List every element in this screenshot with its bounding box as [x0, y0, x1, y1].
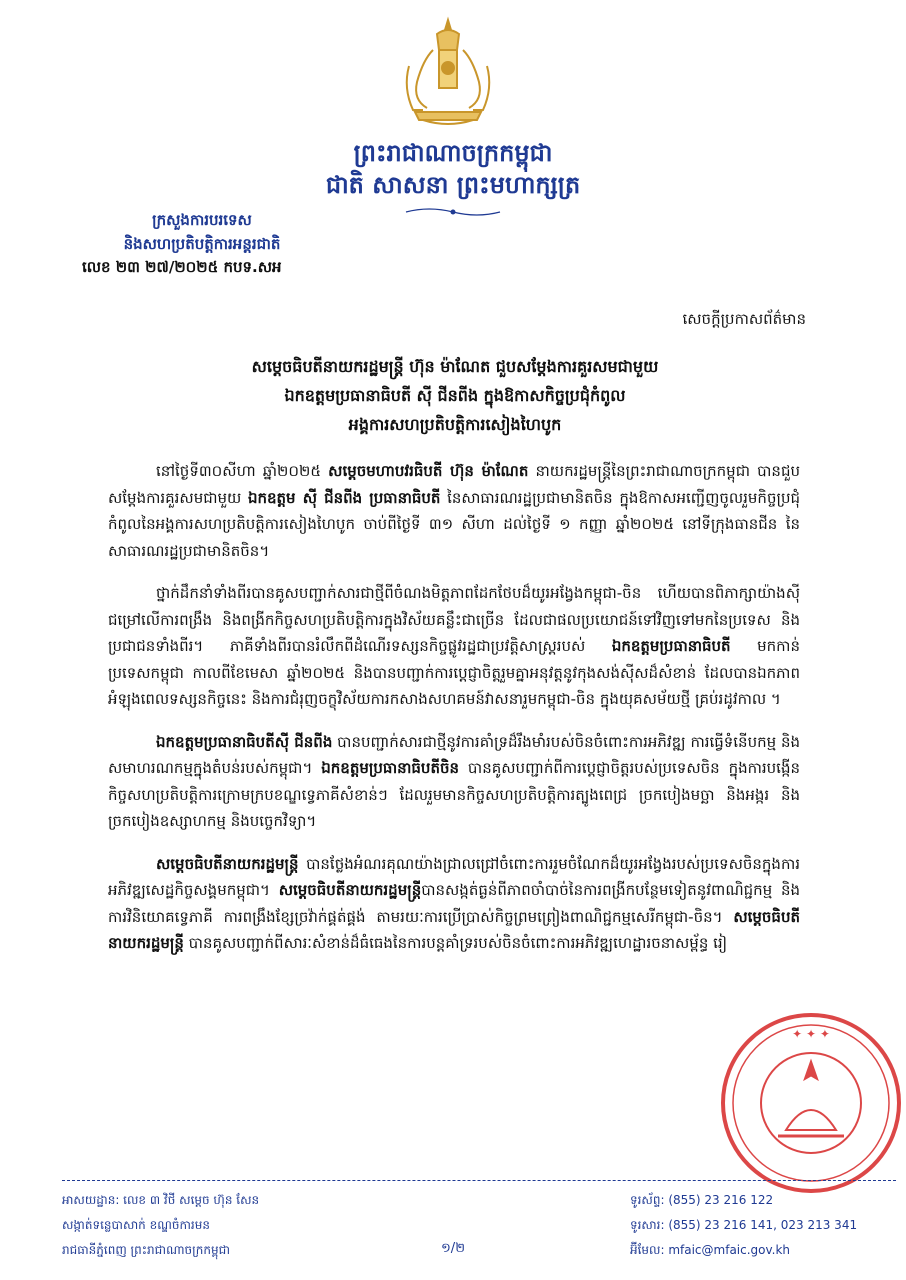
email-address[interactable]: អ៊ីមែល: mfaic@mfaic.gov.kh: [630, 1243, 791, 1257]
fax-number: ទូរសារ: (855) 23 216 141, 023 213 341: [630, 1218, 858, 1232]
bold-name: ឯកឧត្តមប្រធានាធិបតី: [611, 637, 731, 655]
ornament-divider-icon: [404, 206, 502, 218]
bold-name: ឯកឧត្តម ស៊ី ជីនពីង ប្រធានាធិបតី: [247, 488, 441, 507]
paragraph-text: បានគូសបញ្ជាក់ពីការប្តេជ្ញាចិត្តរបស់ប្រទេសចិន ក្នុងការបង្កើនកិច្ចសហប្រតិបត្តិការក្រោមក្របខណ្ឌទ្វេភាគីសំខាន់ៗ ដែលរួមមានកិច្ចសហប្រតិបត្តិការត្បូងពេជ្រ ច្រកបៀងមច្ឆា និងអង្ករ និងច្រកបៀងឧស្សាហកម្ម និងបច្ចេកវិទ្យា។: [108, 759, 800, 830]
svg-text:✦ ✦ ✦: ✦ ✦ ✦: [792, 1027, 830, 1041]
paragraph-text: នៃសាធារណរដ្ឋប្រជាមានិតចិន ក្នុងឱកាសអញ្ជើញចូលរួមកិច្ចប្រជុំកំពូលនៃអង្គការសហប្រតិបត្តិការសៀងហៃបូក ចាប់ពីថ្ងៃទី ៣១ សីហា ដល់ថ្ងៃទី ១ កញ្ញា ឆ្នាំ២០២៥ នៅទីក្រុងធានជីន នៃសាធារណរដ្ឋប្រជាមានិតចិន។: [108, 488, 800, 560]
bold-name: សម្តេចធិបតីនាយករដ្ឋមន្ត្រី: [156, 854, 299, 873]
paragraph-4: [108, 851, 800, 957]
paragraph-2: [108, 580, 800, 713]
royal-emblem-icon: [393, 16, 503, 128]
page-number: ១/២: [440, 1241, 466, 1256]
ministry-name-line2: និងសហប្រតិបត្តិការអន្តរជាតិ: [123, 235, 281, 253]
phone-number: ទូរស័ព្ទ: (855) 23 216 122: [630, 1193, 774, 1207]
paragraph-text: នៅថ្ងៃទី៣០សីហា ឆ្នាំ២០២៥: [156, 462, 329, 480]
bold-name: សម្តេចធិបតីនាយករដ្ឋមន្ត្រី: [108, 907, 800, 952]
paragraph-text: នាយករដ្ឋមន្ត្រីនៃព្រះរាជាណាចក្រកម្ពុជា បានជួបសម្តែងការគួរសមជាមួយ: [108, 462, 800, 507]
title-line1: សម្តេចធិបតីនាយករដ្ឋមន្ត្រី ហ៊ុន ម៉ាណែត ជួបសម្តែងការគួរសមជាមួយ: [251, 357, 659, 376]
kingdom-header: [0, 137, 906, 201]
bold-name: សម្តេចធិបតីនាយករដ្ឋមន្ត្រី: [278, 881, 422, 899]
document-type: សេចក្តីប្រកាសព័ត៌មាន: [682, 310, 806, 328]
title-line3: អង្គការសហប្រតិបត្តិការសៀងហៃបូក: [348, 415, 562, 434]
paragraph-1: [108, 458, 800, 564]
footer-divider: [62, 1180, 896, 1181]
ministry-block: [82, 208, 322, 256]
address-line-3: រាជធានីភ្នំពេញ ព្រះរាជាណាចក្រកម្ពុជា: [62, 1243, 230, 1257]
paragraph-text: បានថ្លែងអំណរគុណយ៉ាងជ្រាលជ្រៅចំពោះការរួមចំណែកដ៏យូរអង្វែងរបស់ប្រទេសចិនក្នុងការអភិវឌ្ឍសេដ្ឋកិច្ចសង្គមកម្ពុជា។: [108, 854, 800, 899]
title-line2: ឯកឧត្តមប្រធានាធិបតី ស៊ី ជីនពីង ក្នុងឱកាសកិច្ចប្រជុំកំពូល: [284, 386, 626, 405]
document-body: [108, 458, 800, 973]
paragraph-text: មកកាន់ប្រទេសកម្ពុជា កាលពីខែមេសា ឆ្នាំ២០២៥ និងបានបញ្ជាក់ការប្តេជ្ញាចិត្តរួមគ្នាអនុវត្តនូវកុងសង់ស៊ីសដ៏សំខាន់ ដែលបានឯកភាពអំឡុងពេលទស្សនកិច្ចនេះ និងការជំរុញចក្ខុវិស័យការកសាងសហគមន៍វាសនារួមកម្ពុជា-ចិន ក្នុងយុគសម័យថ្មី គ្រប់រដូវកាល ។: [108, 637, 800, 708]
kingdom-motto: ជាតិ សាសនា ព្រះមហាក្សត្រ: [325, 170, 581, 199]
address-line-2: សង្កាត់ទន្លេបាសាក់ ខណ្ឌចំការមន: [62, 1218, 210, 1232]
ministry-name-line1: ក្រសួងការបរទេស: [152, 211, 252, 229]
bold-name: ឯកឧត្តមប្រធានាធិបតីចិន: [321, 759, 460, 777]
paragraph-text: បានសង្កត់ធ្ងន់ពីភាពចាំបាច់នៃការពង្រីកបន្ថែមទៀតនូវពាណិជ្ជកម្ម និងការវិនិយោគទ្វេភាគី ការពង្រឹងខ្សែច្រវ៉ាក់ផ្គត់ផ្គង់ តាមរយៈការប្រើប្រាស់កិច្ចព្រមព្រៀងពាណិជ្ជកម្មសេរីកម្ពុជា-ចិន។: [108, 881, 800, 926]
kingdom-title: ព្រះរាជាណាចក្រកម្ពុជា: [353, 138, 553, 167]
document-title: [110, 352, 800, 439]
bold-name: ឯកឧត្តមប្រធានាធិបតីស៊ី ជីនពីង: [156, 732, 333, 751]
seal-stamp-icon: [718, 1010, 904, 1196]
paragraph-text: ថ្នាក់ដឹកនាំទាំងពីរបានគូសបញ្ជាក់សារជាថ្មីពីចំណងមិត្តភាពដែកថែបដ៏យូរអង្វែងកម្ពុជា-ចិន ហើយបានពិភាក្សាយ៉ាងស៊ីជម្រៅលើការពង្រឹង និងពង្រីកកិច្ចសហប្រតិបត្តិការក្នុងវិស័យគន្លឹះជាច្រើន ដែលជាផលប្រយោជន៍ទៅវិញទៅមកនៃប្រទេស និងប្រជាជនទាំងពីរ។ ភាគីទាំងពីរបានរំលឹកពីដំណើរទស្សនកិច្ចផ្លូវរដ្ឋជាប្រវត្តិសាស្ត្ររបស់: [108, 584, 800, 655]
bold-name: សម្តេចមហាបវរធិបតី ហ៊ុន ម៉ាណែត: [328, 462, 529, 480]
paragraph-text: បានបញ្ជាក់សារជាថ្មីនូវការគាំទ្រដ៏រឹងមាំរបស់ចិនចំពោះការអភិវឌ្ឍ ការធ្វើទំនើបកម្ម និងសមាហរណកម្មក្នុងតំបន់របស់កម្ពុជា។: [108, 732, 800, 777]
paragraph-text: បានគូសបញ្ជាក់ពីសារៈសំខាន់ដ៏ធំធេងនៃការបន្តគាំទ្ររបស់ចិនចំពោះការអភិវឌ្ឍហេដ្ឋារចនាសម្ព័ន្ធ រៀ: [183, 934, 728, 952]
address-line-1: អាសយដ្ឋាន: លេខ ៣ វិថី សម្តេច ហ៊ុន សែន: [62, 1193, 260, 1207]
reference-number: លេខ ២៣ ២៧/២០២៥ កបទ.សអ: [82, 258, 282, 276]
paragraph-3: [108, 729, 800, 835]
